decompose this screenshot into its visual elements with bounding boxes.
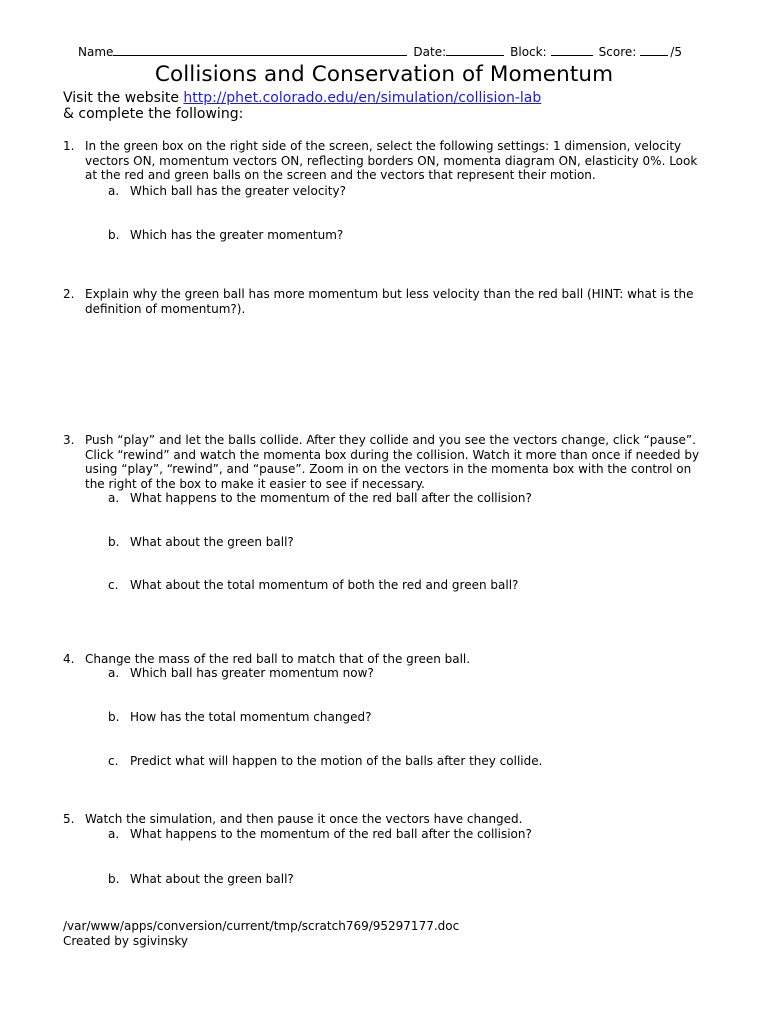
question-5 [63,812,713,827]
sub-text: What about the green ball? [130,872,294,886]
question-text: Explain why the green ball has more momentum but less velocity than the red ball (HINT: what is the definition of momentum?). [85,287,694,316]
sub-text: Which ball has the greater velocity? [130,184,346,198]
sub-letter: a. [108,491,120,505]
question-5-sub-b [108,872,294,887]
question-4 [63,652,713,667]
sub-text: Which has the greater momentum? [130,228,344,242]
sub-text: What happens to the momentum of the red ball after the collision? [130,827,532,841]
sub-letter: a. [108,184,120,198]
intro-complete-text: & complete the following: [63,106,244,122]
sub-letter: b. [108,710,120,724]
sub-text: What about the green ball? [130,535,294,549]
footer [63,919,459,949]
question-3-sub-c [108,578,518,593]
question-text: Push “play” and let the balls collide. After they collide and you see the vectors change, click “pause”. Click “rewind” and watch the momenta box during the collision. Watch it more than once if needed by using “play”, “rewind”, and “pause”. Zoom in on the vectors in the momenta box with the control on the right of the box to make it easier to see if necessary. [85,433,700,491]
sub-text: What happens to the momentum of the red ball after the collision? [130,491,532,505]
block-blank [551,44,593,56]
sub-text: Predict what will happen to the motion of the balls after they collide. [130,754,543,768]
sub-letter: b. [108,535,120,549]
footer-author: Created by sgivinsky [63,934,188,948]
footer-file-path: /var/www/apps/conversion/current/tmp/scratch769/95297177.doc [63,919,460,933]
sub-text: How has the total momentum changed? [130,710,372,724]
score-label: Score: [598,45,637,59]
page-title: Collisions and Conservation of Momentum [154,62,614,87]
question-number: 4. [63,652,75,666]
question-number: 5. [63,812,75,826]
question-2 [63,287,713,316]
intro [63,90,541,122]
question-3-sub-b [108,535,294,550]
name-blank [113,44,407,56]
name-label: Name [78,45,114,59]
question-1 [63,139,713,183]
question-3-sub-a [108,491,532,506]
score-total: /5 [670,45,682,59]
date-blank [446,44,504,56]
sub-letter: a. [108,827,120,841]
sub-letter: a. [108,666,120,680]
question-4-sub-c [108,754,542,769]
score-blank [640,44,668,56]
sub-text: Which ball has greater momentum now? [130,666,374,680]
question-1-sub-a [108,184,346,199]
question-3 [63,433,713,491]
sub-letter: c. [108,578,119,592]
date-label: Date: [413,45,447,59]
website-link[interactable]: http://phet.colorado.edu/en/simulation/collision-lab [183,90,542,106]
question-4-sub-b [108,710,371,725]
intro-visit-text: Visit the website [63,90,184,106]
question-number: 3. [63,433,75,447]
sub-letter: b. [108,228,120,242]
question-4-sub-a [108,666,374,681]
question-5-sub-a [108,827,532,842]
question-number: 2. [63,287,75,301]
question-text: Change the mass of the red ball to match that of the green ball. [85,652,471,666]
sub-letter: b. [108,872,120,886]
sub-letter: c. [108,754,119,768]
question-number: 1. [63,139,75,153]
question-text: In the green box on the right side of the screen, select the following settings: 1 dimension, velocity vectors ON, momentum vectors ON, reflecting borders ON, momenta diagram ON, elasticity 0%. Look at the red and green balls on the screen and the vectors that represent their motion. [85,139,698,183]
block-label: Block: [510,45,547,59]
question-1-sub-b [108,228,343,243]
header-fields [78,44,698,59]
question-text: Watch the simulation, and then pause it once the vectors have changed. [85,812,523,826]
sub-text: What about the total momentum of both the red and green ball? [130,578,519,592]
